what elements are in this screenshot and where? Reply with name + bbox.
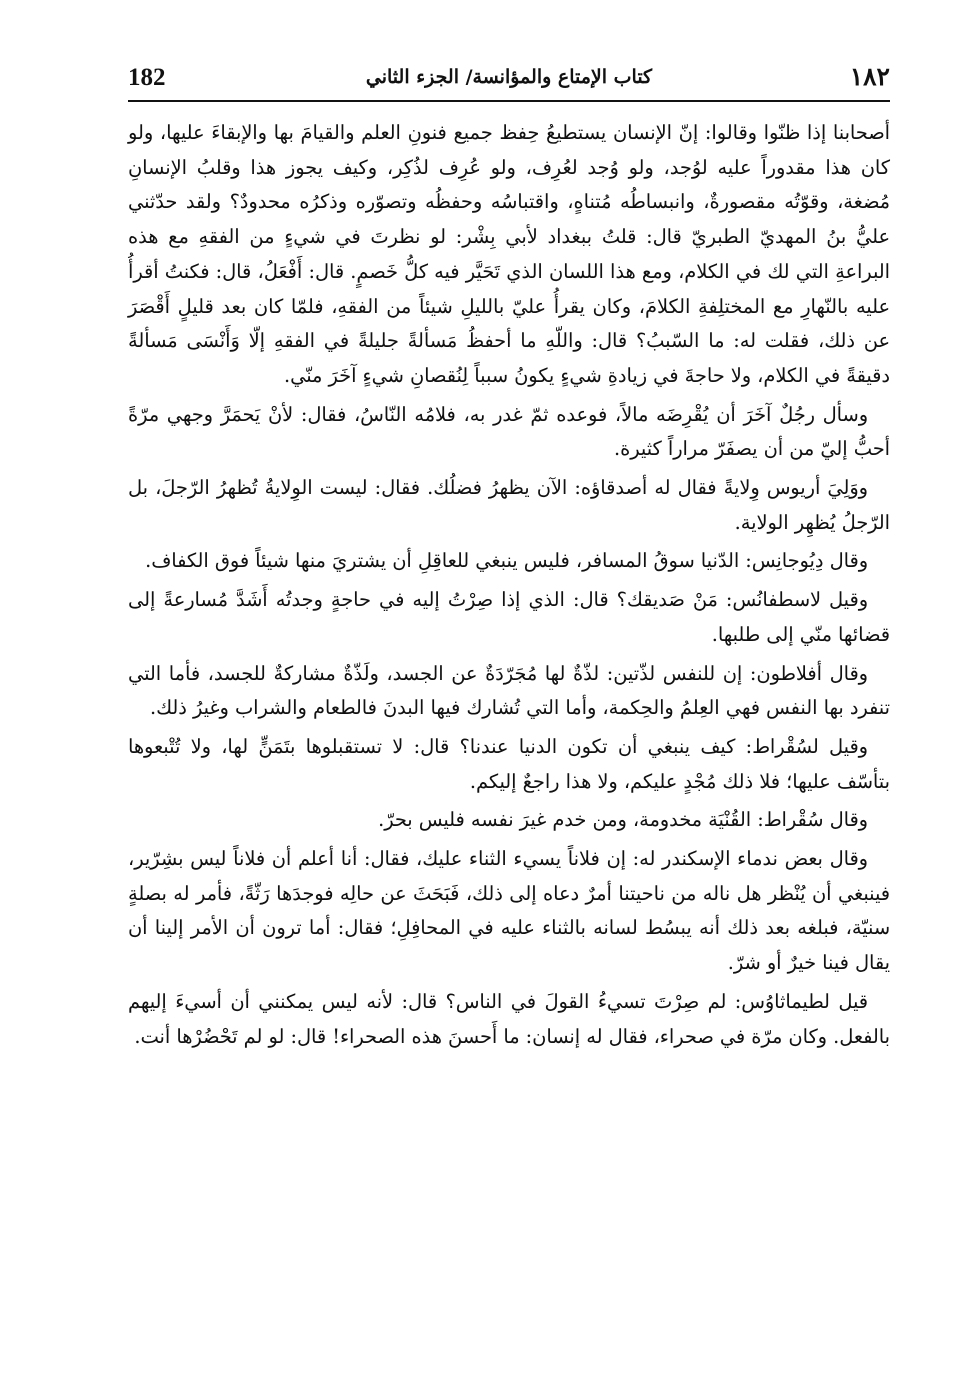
running-title: كتاب الإمتاع والمؤانسة/ الجزء الثاني (365, 66, 653, 88)
paragraph: وقيل لاسطفانُس: مَنْ صَديقك؟ قال: الذي إذا صِرْتُ إليه في حاجةٍ وجدتُه أَشَدَّ مُسارعةً إلى قضائها منّي إلى طلبها. (128, 588, 890, 646)
page-header (128, 56, 890, 102)
paragraph: قيل لطيماثاوُس: لم صِرْتَ تسيءُ القولَ في الناس؟ قال: لأنه ليس يمكنني أن أسيءَ إليهم بالفعل. وكان مرّة في صحراء، فقال له إنسان: ما أَحسنَ هذه الصحراء! قال: لو لم تَحْضُرْها أنت. (128, 989, 890, 1048)
paragraph: وقال سُقْراط: القُنْيَة مخدومة، ومن خدم غيرَ نفسه فليس بحرّ. (378, 808, 868, 832)
paragraph: وسأل رجُلٌ آخَرَ أن يُقْرِضَه مالاً، فوعده ثمّ غدر به، فلامُه النّاسُ، فقال: لأنْ يَحمَرَّ وجهي مرّةً أحبُّ إليّ من أن يصفَرّ مراراً كثيرة. (128, 402, 890, 461)
page-number-arabic: ١٨٢ (849, 62, 890, 91)
paragraph: أصحابنا إذا ظنّوا وقالوا: إنّ الإنسان يستطيعُ حِفظ جميع فنونِ العلم والقيامَ بها والإبقاءَ عليها، ولو كان هذا مقدوراً عليه لوُجد، ولو وُجد لعُرِف، ولو عُرِف لذُكِر، وكيف يجوز هذا وقلبُ الإنسانِ مُضغة، وقوّتُه مقصورةٌ، وانبساطُه مُتناهٍ، واقتباسُه وحفظُه وتصوّره وذكرُه محدودٌ؟ ولقد حدّثني عليُّ بنُ المهديّ الطبريّ قال: قلتُ ببغداد لأبي بِشْر: لو نظرتَ في شيءٍ من الفقهِ مع هذه البراعةِ التي لك في الكلام، ومع هذا اللسان الذي تَحَيَّر فيه كلُّ خَصمٍ. قال: أَفْعَلُ، قال: فكنتُ أقرأُ عليه بالنّهارِ مع المختلِفةِ الكلامَ، وكان يقرأُ عليّ بالليلِ شيئاً من الفقهِ، فلمّا كان بعد قليلٍ أَقْصَرَ عن ذلك، فقلت له: ما السّببُ؟ قال: واللّهِ ما أحفظُ مَسألةً جليلةً في الفقهِ إلّا وَأَنْسَى مَسألةً دقيقةً في الكلام، ولا حاجةَ في زيادةِ شيءٍ يكونُ سبباً لِنُقصانِ شيءٍ آخَرَ منّي. (128, 121, 890, 387)
header-rule (128, 100, 890, 102)
paragraph: وقال دِيُوجانِس: الدّنيا سوقُ المسافر، فليس ينبغي للعاقِلِ أن يشتريَ منها شيئاً فوق الكفاف. (145, 549, 868, 573)
paragraph: وقيل لسُقْراط: كيف ينبغي أن تكون الدنيا عندنا؟ قال: لا تستقبلوها بتَمَنٍّ لها، ولا تُتْبعوها بتأسّف عليها؛ فلا ذلك مُجْدٍ عليكم، ولا هذا راجعٌ إليكم. (128, 734, 890, 793)
page-number-latin: 182 (128, 64, 166, 91)
paragraph: وقال بعض ندماء الإسكندر له: إن فلاناً يسيء الثناء عليك، فقال: أنا أعلم أن فلاناً ليس بشِرّير، فينبغي أن يُنْظر هل ناله من ناحيتنا أمرٌ دعاه إلى ذلك، فَبَحَثَ عن حالِه فوجدَها رَثّةً، فأمر له بصلةٍ سنيّة، فبلغه بعد ذلك أنه يبسُط لسانه بالثناء عليه في المحافِلِ؛ فقال: أما ترون أن الأمر إلينا أن يقال فينا خيرٌ أو شرّ. (128, 847, 890, 975)
paragraph: ووَلِيَ أريوس وِلايةً فقال له أصدقاؤه: الآن يظهرُ فضلُك. فقال: ليست الوِلايةُ تُظهرُ الرّجلَ، بل الرّجلُ يُظهِر الولاية. (128, 476, 890, 534)
paragraph: وقال أفلاطون: إن للنفس لذّتين: لذّةٌ لها مُجَرّدَةٌ عن الجسد، ولَذّةٌ مشاركةٌ للجسد، فأما التي تنفرد بها النفس فهي العِلمُ والحِكمة، وأما التي تُشارك فيها البدنَ فالطعام والشراب وغيرُ ذلك. (128, 661, 890, 720)
body-text (128, 116, 890, 1058)
